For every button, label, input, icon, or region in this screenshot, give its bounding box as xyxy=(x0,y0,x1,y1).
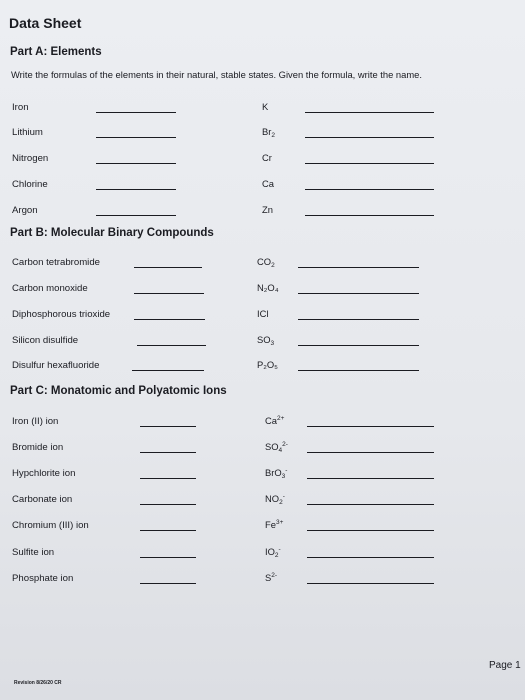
page-number: Page 1 xyxy=(489,660,521,671)
formula-text: Zn xyxy=(262,204,273,215)
parta-row xyxy=(0,127,525,141)
partc-row xyxy=(0,468,525,482)
formula-answer-blank[interactable] xyxy=(140,504,196,505)
name-answer-blank[interactable] xyxy=(298,293,419,294)
given-formula xyxy=(265,441,288,454)
partc-row xyxy=(0,442,525,456)
given-formula xyxy=(257,334,274,347)
formula-answer-blank[interactable] xyxy=(96,112,176,113)
formula-text: Fe xyxy=(265,519,276,530)
name-answer-blank[interactable] xyxy=(307,530,434,531)
given-formula xyxy=(257,282,279,293)
formula-text: Ca xyxy=(262,178,274,189)
item-name: Iron (II) ion xyxy=(12,416,59,427)
partc-row xyxy=(0,494,525,508)
item-name: Lithium xyxy=(12,127,43,138)
formula-charge: - xyxy=(278,546,281,553)
item-name: Phosphate ion xyxy=(12,573,74,584)
given-formula xyxy=(265,546,281,559)
formula-answer-blank[interactable] xyxy=(140,557,196,558)
item-name: Carbon monoxide xyxy=(12,283,88,294)
formula-subscript: 2 xyxy=(271,262,275,269)
formula-answer-blank[interactable] xyxy=(140,530,196,531)
name-answer-blank[interactable] xyxy=(305,163,434,164)
given-formula xyxy=(262,204,273,215)
given-formula xyxy=(265,467,287,480)
formula-answer-blank[interactable] xyxy=(140,426,196,427)
name-answer-blank[interactable] xyxy=(307,452,434,453)
item-name: Silicon disulfide xyxy=(12,335,79,346)
formula-subscript: 3 xyxy=(270,340,275,347)
part-a-heading: Part A: Elements xyxy=(10,46,102,58)
item-name: Argon xyxy=(12,205,38,216)
page-title: Data Sheet xyxy=(9,15,82,31)
formula-charge: - xyxy=(282,493,285,500)
formula-text: N₂O₄ xyxy=(257,282,279,293)
item-name: Iron xyxy=(12,102,29,113)
name-answer-blank[interactable] xyxy=(305,137,434,138)
formula-text: Ca xyxy=(265,415,277,426)
item-name: Chromium (III) ion xyxy=(12,520,89,531)
part-b-heading: Part B: Molecular Binary Compounds xyxy=(10,227,214,239)
formula-text: IO xyxy=(265,546,275,557)
formula-text: NO xyxy=(265,493,280,504)
formula-answer-blank[interactable] xyxy=(96,215,176,216)
item-name: Bromide ion xyxy=(12,442,64,453)
given-formula xyxy=(257,256,275,269)
formula-charge: 2+ xyxy=(276,415,285,422)
formula-answer-blank[interactable] xyxy=(134,267,202,268)
partb-row xyxy=(0,257,525,271)
item-name: Chlorine xyxy=(12,179,48,190)
name-answer-blank[interactable] xyxy=(307,426,434,427)
formula-answer-blank[interactable] xyxy=(132,370,204,371)
formula-text: Cr xyxy=(262,152,272,163)
formula-answer-blank[interactable] xyxy=(96,163,176,164)
item-name: Sulfite ion xyxy=(12,547,55,558)
formula-text: S xyxy=(265,572,272,583)
parta-row xyxy=(0,205,525,219)
parta-row xyxy=(0,179,525,193)
name-answer-blank[interactable] xyxy=(305,215,434,216)
formula-charge: 2- xyxy=(271,572,278,579)
name-answer-blank[interactable] xyxy=(307,504,434,505)
name-answer-blank[interactable] xyxy=(305,189,434,190)
given-formula xyxy=(262,126,275,139)
item-name: Diphosphorous trioxide xyxy=(12,309,111,320)
name-answer-blank[interactable] xyxy=(298,345,419,346)
item-name: Hypchlorite ion xyxy=(12,468,76,479)
formula-text: Br xyxy=(262,126,272,137)
formula-answer-blank[interactable] xyxy=(96,189,176,190)
given-formula xyxy=(265,572,277,583)
given-formula xyxy=(265,493,285,506)
given-formula xyxy=(257,308,268,319)
part-c-heading: Part C: Monatomic and Polyatomic Ions xyxy=(10,385,227,397)
formula-subscript: 3 xyxy=(281,473,286,480)
formula-charge: 3+ xyxy=(275,519,284,526)
given-formula xyxy=(262,178,274,189)
partc-row xyxy=(0,547,525,561)
name-answer-blank[interactable] xyxy=(307,478,434,479)
revision-note: Revision 8/26/20 CR xyxy=(14,680,62,686)
part-a-instructions: Write the formulas of the elements in their natural, stable states. Given the formula, write the name. xyxy=(11,69,422,80)
formula-subscript: 4 xyxy=(278,447,283,454)
given-formula xyxy=(265,415,284,426)
formula-answer-blank[interactable] xyxy=(140,583,196,584)
name-answer-blank[interactable] xyxy=(298,319,419,320)
item-name: Disulfur hexafluoride xyxy=(12,360,100,371)
formula-text: SO xyxy=(265,441,279,452)
item-name: Carbonate ion xyxy=(12,494,73,505)
formula-charge: - xyxy=(285,467,288,474)
item-name: Nitrogen xyxy=(12,153,49,164)
given-formula xyxy=(265,519,283,530)
partb-row xyxy=(0,283,525,297)
formula-subscript: 2 xyxy=(274,552,279,559)
partc-row xyxy=(0,416,525,430)
partc-row xyxy=(0,573,525,587)
parta-row xyxy=(0,153,525,167)
given-formula xyxy=(262,101,268,112)
formula-subscript: 2 xyxy=(279,499,283,506)
partb-row xyxy=(0,309,525,323)
given-formula xyxy=(262,152,272,163)
formula-charge: 2- xyxy=(282,441,288,448)
name-answer-blank[interactable] xyxy=(305,112,434,113)
formula-answer-blank[interactable] xyxy=(134,319,205,320)
formula-text: P₂O₅ xyxy=(257,359,278,370)
name-answer-blank[interactable] xyxy=(307,583,434,584)
partb-row xyxy=(0,335,525,349)
formula-answer-blank[interactable] xyxy=(140,452,196,453)
formula-answer-blank[interactable] xyxy=(96,137,176,138)
partc-row xyxy=(0,520,525,534)
name-answer-blank[interactable] xyxy=(307,557,434,558)
parta-row xyxy=(0,102,525,116)
formula-answer-blank[interactable] xyxy=(140,478,196,479)
formula-answer-blank[interactable] xyxy=(137,345,206,346)
formula-text: BrO xyxy=(265,467,282,478)
given-formula xyxy=(257,359,278,370)
formula-text: ICl xyxy=(257,308,269,319)
formula-answer-blank[interactable] xyxy=(134,293,204,294)
item-name: Carbon tetrabromide xyxy=(12,257,100,268)
name-answer-blank[interactable] xyxy=(298,370,419,371)
formula-text: CO xyxy=(257,256,272,267)
partb-row xyxy=(0,360,525,374)
formula-subscript: 2 xyxy=(271,132,275,139)
name-answer-blank[interactable] xyxy=(298,267,419,268)
formula-text: SO xyxy=(257,334,271,345)
formula-text: K xyxy=(262,101,269,112)
